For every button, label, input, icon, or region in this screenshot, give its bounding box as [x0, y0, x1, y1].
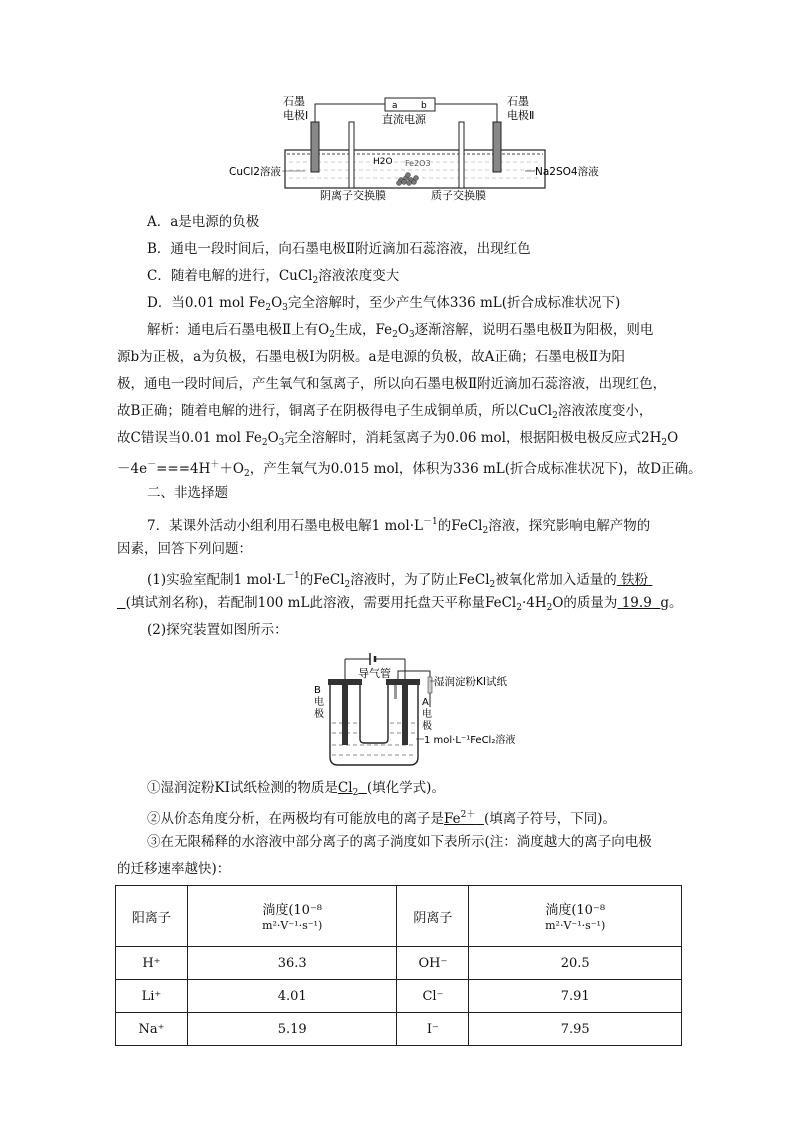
table-cell: I⁻ [397, 1013, 469, 1046]
anion-membrane-label: 阴离子交换膜 [320, 189, 386, 202]
right-electrode-label-2: 电极Ⅱ [507, 109, 535, 122]
ion-mobility-table [115, 885, 682, 1046]
header-cation-mobility: 淌度(10⁻⁸ m²·V⁻¹·s⁻¹) [187, 886, 397, 947]
option-c: C．随着电解的进行，CuCl$_2$溶液浓度变大 [147, 268, 400, 286]
power-b-label: b [421, 101, 427, 111]
header-cation: 阳离子 [116, 886, 188, 947]
analysis-line-6: $-4e^-===4H^++O_2$，产生氧气为0.015 mol，体积为336 mL(折合成标准状况下)，故D正确。 [117, 460, 702, 479]
table-cell: H⁺ [116, 947, 188, 980]
q7-sub3-line-2: 的迁移速率越快)： [117, 861, 231, 877]
proton-membrane-label: 质子交换膜 [431, 189, 486, 202]
analysis-line-2: 源b为正极，a为负极，石墨电极Ⅰ为阴极。a是电源的负极，故A正确；石墨电极Ⅱ为阳 [117, 349, 625, 365]
a-electrode-label-2: 电 [422, 709, 432, 720]
analysis-line-4: 故B正确；随着电解的进行，铜离子在阴极得电子生成铜单质，所以CuCl$_2$溶液浓度变小， [117, 403, 653, 421]
fe2o3-label: Fe2O3 [405, 159, 431, 168]
analysis-line-3: 极，通电一段时间后，产生氧气和氢离子，所以向石墨电极Ⅱ附近滴加石蕊溶液，出现红色， [117, 376, 667, 392]
table-row [116, 980, 682, 1013]
b-electrode-label-3: 极 [314, 709, 324, 720]
fecl2-solution-label: 1 mol·L⁻¹FeCl₂溶液 [424, 735, 516, 746]
section-title: 二、非选择题 [147, 485, 228, 501]
b-electrode-label-2: 电 [314, 697, 324, 708]
pipe-label: 导气管 [358, 667, 391, 680]
table-cell: 5.19 [187, 1013, 397, 1046]
table-cell: 36.3 [187, 947, 397, 980]
table-row [116, 1013, 682, 1046]
na2so4-label: Na2SO4溶液 [535, 166, 599, 178]
table-cell: Cl⁻ [397, 980, 469, 1013]
left-electrode-label: 石墨 [283, 95, 305, 108]
table-row [116, 947, 682, 980]
q7-part2: (2)探究装置如图所示： [147, 622, 288, 638]
left-electrode-label-2: 电极Ⅰ [283, 109, 309, 122]
answer-mass: 19.9 [621, 595, 652, 611]
analysis-line-1: 解析：通电后石墨电极Ⅱ上有$O_2$生成，$Fe_2O_3$逐渐溶解，说明石墨电极Ⅱ为阳极，则电 [147, 322, 654, 340]
ki-paper-label: 湿润淀粉KI试纸 [434, 676, 507, 688]
u-tube-apparatus-figure [300, 647, 530, 772]
answer-iron-powder: 铁粉 [621, 572, 649, 588]
option-d: D．当0.01 mol $Fe_2O_3$完全溶解时，至少产生气体336 mL(折合成标准状况下) [147, 295, 621, 313]
q7-part1-line-2: (填试剂名称)，若配制100 mL此溶液，需要用托盘天平称量$FeCl_2\cdot 4H_2O$的质量为 19.9 g。 [125, 595, 683, 613]
table-cell: 7.91 [469, 980, 682, 1013]
table-cell: Na⁺ [116, 1013, 188, 1046]
answer-cl2: $Cl_2$ [337, 780, 359, 798]
table-cell: Li⁺ [116, 980, 188, 1013]
a-electrode-label-3: 极 [422, 721, 432, 732]
b-electrode-label: B [314, 685, 321, 696]
electrolysis-cell-figure [225, 92, 605, 202]
q7-sub2: ②从价态角度分析，在两极均有可能放电的离子是$Fe^{2+}$ (填离子符号，下同)。 [147, 810, 616, 827]
table-cell: 7.95 [469, 1013, 682, 1046]
power-label: 直流电源 [382, 113, 426, 126]
table-cell: 20.5 [469, 947, 682, 980]
water-label: H2O [373, 157, 393, 167]
q7-sub3-line-1: ③在无限稀释的水溶液中部分离子的离子淌度如下表所示(注：淌度越大的离子向电极 [147, 834, 652, 850]
option-a: A．a是电源的负极 [147, 214, 260, 230]
right-electrode-label: 石墨 [507, 95, 529, 108]
table-cell: 4.01 [187, 980, 397, 1013]
header-anion-mobility: 淌度(10⁻⁸ m²·V⁻¹·s⁻¹) [469, 886, 682, 947]
analysis-line-5: 故C错误当0.01 mol $Fe_2O_3$完全溶解时，消耗氢离子为0.06 mol，根据阳极电极反应式$2H_2O$ [117, 430, 679, 448]
answer-fe2plus: $Fe^{2+}$ [444, 810, 476, 827]
table-header-row [116, 886, 682, 947]
q7-line-2: 因素，回答下列问题： [117, 541, 252, 557]
q7-line-1: 7．某课外活动小组利用石墨电极电解1 $mol\cdot L^{-1}$的FeCl$_2$溶液，探究影响电解产物的 [147, 517, 651, 536]
q7-part1-line-1: (1)实验室配制1 $mol\cdot L^{-1}$的FeCl$_2$溶液时，为了防止FeCl$_2$被氧化常加入适量的 铁粉 [147, 566, 687, 595]
power-a-label: a [392, 101, 398, 111]
a-electrode-label: A [422, 697, 429, 708]
cucl2-label: CuCl2溶液 [229, 166, 281, 178]
option-b: B．通电一段时间后，向石墨电极Ⅱ附近滴加石蕊溶液，出现红色 [147, 241, 531, 257]
header-anion: 阴离子 [397, 886, 469, 947]
table-cell: OH⁻ [397, 947, 469, 980]
ki-paper [428, 677, 432, 693]
q7-sub1: ①湿润淀粉KI试纸检测的物质是$Cl_2$ (填化学式)。 [147, 780, 445, 798]
